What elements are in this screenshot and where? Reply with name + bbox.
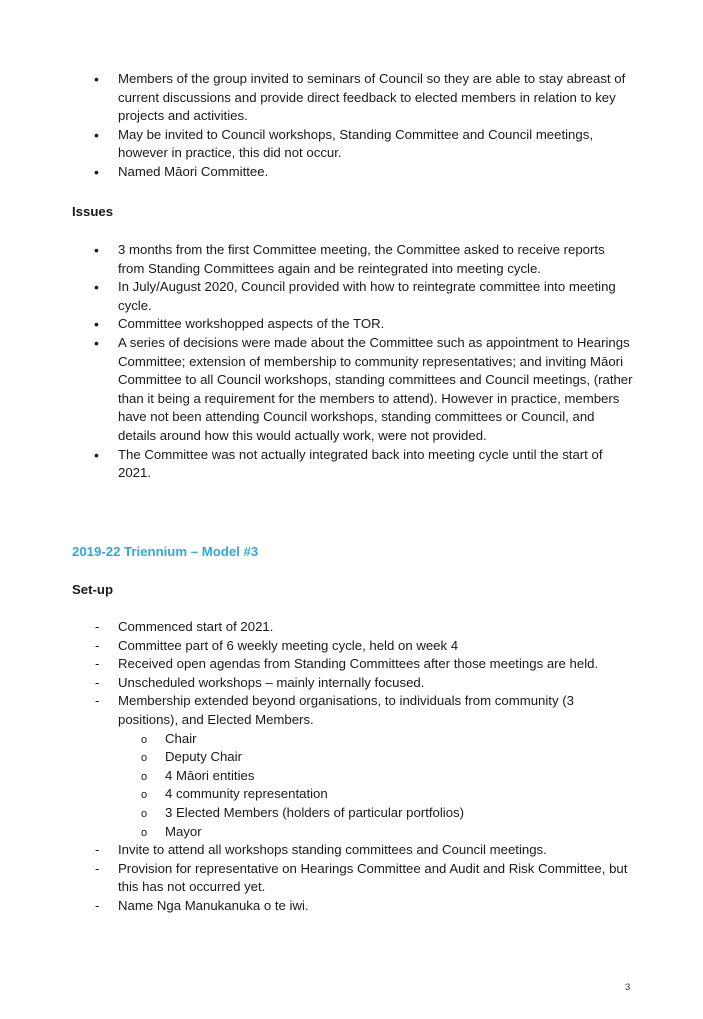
- list-item: • May be invited to Council workshops, Standing Committee and Council meetings, however in practice, this did not occur.: [0, 126, 703, 163]
- list-item: • Committee workshopped aspects of the TOR.: [0, 315, 703, 334]
- list-item: - Committee part of 6 weekly meeting cycle, held on week 4: [0, 637, 703, 656]
- sub-list-item: o Mayor: [0, 823, 703, 842]
- page-number: 3: [625, 982, 631, 993]
- list-item: • The Committee was not actually integrated back into meeting cycle until the start of 2021.: [0, 446, 703, 483]
- sub-list-item: o 3 Elected Members (holders of particular portfolios): [0, 804, 703, 823]
- sub-list-item: o Deputy Chair: [0, 748, 703, 767]
- membership-sublist: [0, 730, 703, 842]
- section-heading-triennium: 2019-22 Triennium – Model #3: [72, 544, 259, 559]
- list-item: • In July/August 2020, Council provided with how to reintegrate committee into meeting cycle.: [0, 278, 703, 315]
- list-item: - Membership extended beyond organisations, to individuals from community (3 positions), and Elected Members.: [0, 692, 703, 729]
- list-item: - Provision for representative on Hearings Committee and Audit and Risk Committee, but this has not occurred yet.: [0, 860, 703, 897]
- list-item: - Name Nga Manukanuka o te iwi.: [0, 897, 703, 916]
- sub-list-item: o 4 community representation: [0, 785, 703, 804]
- list-item: - Commenced start of 2021.: [0, 618, 703, 637]
- setup-heading: Set-up: [72, 582, 114, 597]
- list-item: - Received open agendas from Standing Committees after those meetings are held.: [0, 655, 703, 674]
- intro-bullet-list: [0, 70, 703, 182]
- list-item: • A series of decisions were made about the Committee such as appointment to Hearings Committee; extension of membership to community representatives; and inviting Māori Committee to all Council workshops, standing committees and Council meetings, (rather than it being a requirement for the members to attend). However in practice, members have not been attending Council workshops, standing committees or Council, and details around how this would actually work, were not provided.: [0, 334, 703, 446]
- setup-list: [0, 618, 703, 916]
- list-item: - Unscheduled workshops – mainly internally focused.: [0, 674, 703, 693]
- list-item: • 3 months from the first Committee meeting, the Committee asked to receive reports from Standing Committees again and be reintegrated into meeting cycle.: [0, 241, 703, 278]
- issues-bullet-list: [0, 241, 703, 483]
- list-item: - Invite to attend all workshops standing committees and Council meetings.: [0, 841, 703, 860]
- list-item: • Named Māori Committee.: [0, 163, 703, 182]
- list-item: • Members of the group invited to seminars of Council so they are able to stay abreast of current discussions and provide direct feedback to elected members in relation to key projects and activities.: [0, 70, 703, 126]
- sub-list-item: o Chair: [0, 730, 703, 749]
- issues-heading: Issues: [72, 204, 114, 219]
- sub-list-item: o 4 Māori entities: [0, 767, 703, 786]
